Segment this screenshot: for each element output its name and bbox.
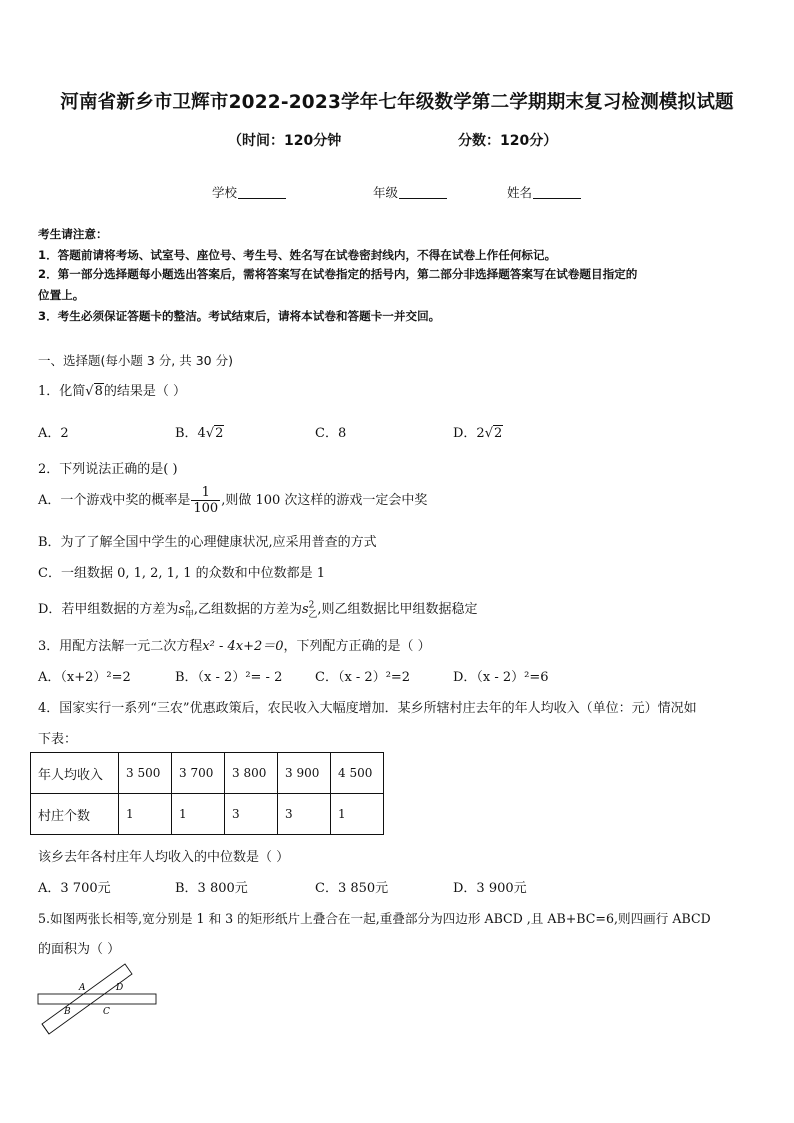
table-row xyxy=(31,753,384,794)
fraction-1-100: $\frac{1}{100}$ xyxy=(193,485,219,516)
exam-score: 分数：120分） xyxy=(458,133,558,149)
q4-question: 该乡去年各村庄年人均收入的中位数是（ ） xyxy=(38,850,290,865)
q2-option-d[interactable]: D．若甲组数据的方差为$s^2_甲$,乙组数据的方差为$s^2_乙$,则乙组数据比甲组数据稳定 xyxy=(38,600,478,620)
notice-item-1: 1．答题前请将考场、试室号、座位号、考生号、姓名写在试卷密封线内，不得在试卷上作任何标记。 xyxy=(38,248,557,262)
q2-option-c[interactable]: C．一组数据 0, 1, 2, 1, 1 的众数和中位数都是 1 xyxy=(38,566,326,581)
notice-item-2: 2．第一部分选择题每小题选出答案后，需将答案写在试卷指定的括号内，第二部分非选择题答案写在试卷题目指定的 xyxy=(38,267,638,281)
q3-stem: 3．用配方法解一元二次方程x² - 4x+2＝0，下列配方正确的是（ ） xyxy=(38,639,431,654)
overlapping-rectangles-figure xyxy=(34,960,164,1042)
q4-option-a[interactable]: A．3 700元 xyxy=(38,881,111,896)
school-field[interactable] xyxy=(212,183,286,201)
table-cell: 3 700 xyxy=(172,753,225,794)
table-cell: 3 xyxy=(278,794,331,835)
q3-option-b[interactable]: B．（x - 2）²= - 2 xyxy=(175,670,283,685)
q4-option-c[interactable]: C．3 850元 xyxy=(315,881,389,896)
notice-heading: 考生请注意： xyxy=(38,227,108,241)
table-cell: 1 xyxy=(172,794,225,835)
q4-option-b[interactable]: B．3 800元 xyxy=(175,881,248,896)
section-title: 一、选择题(每小题 3 分, 共 30 分) xyxy=(38,353,233,368)
q1-stem: 1．化简√8的结果是（ ） xyxy=(38,384,186,399)
grade-field[interactable] xyxy=(373,183,447,201)
label-d: D xyxy=(116,983,124,993)
table-cell: 1 xyxy=(331,794,384,835)
q1-option-d[interactable]: D．2√2 xyxy=(453,426,503,441)
table-cell: 3 900 xyxy=(278,753,331,794)
label-b: B xyxy=(64,1007,71,1017)
q4-stem-line1: 4．国家实行一系列“三农”优惠政策后，农民收入大幅度增加．某乡所辖村庄去年的年人均收入（单位：元）情况如 xyxy=(38,701,697,716)
table-cell: 4 500 xyxy=(331,753,384,794)
table-row xyxy=(31,794,384,835)
grade-blank[interactable] xyxy=(399,186,447,199)
q5-stem-line1: 5.如图两张长相等,宽分别是 1 和 3 的矩形纸片上叠合在一起,重叠部分为四边形 ABCD ,且 AB+BC=6,则四画行 ABCD xyxy=(38,911,711,926)
q3-option-a[interactable]: A．（x+2）²=2 xyxy=(38,670,131,685)
q1-option-b[interactable]: B．4√2 xyxy=(175,426,224,441)
q4-stem-line2: 下表： xyxy=(38,732,78,747)
label-a: A xyxy=(79,983,86,993)
q2-option-b[interactable]: B．为了了解全国中学生的心理健康状况,应采用普查的方式 xyxy=(38,535,377,550)
table-header-villages: 村庄个数 xyxy=(31,794,119,835)
name-blank[interactable] xyxy=(533,186,581,199)
school-label: 学校 xyxy=(212,185,238,200)
notice-item-3: 3．考生必须保证答题卡的整洁。考试结束后，请将本试卷和答题卡一并交回。 xyxy=(38,309,441,323)
grade-label: 年级 xyxy=(373,185,399,200)
q2-stem: 2．下列说法正确的是( ) xyxy=(38,462,178,477)
name-label: 姓名 xyxy=(507,185,533,200)
table-header-income: 年人均收入 xyxy=(31,753,119,794)
income-table xyxy=(30,752,384,835)
q5-stem-line2: 的面积为（ ） xyxy=(38,942,121,957)
q1-option-c[interactable]: C．8 xyxy=(315,426,347,441)
q2-option-a[interactable]: A．一个游戏中奖的概率是 $\frac{1}{100}$ ,则做 100 次这样的游戏一定会中奖 xyxy=(38,485,428,516)
q3-option-d[interactable]: D．（x - 2）²=6 xyxy=(453,670,549,685)
notice-item-2-cont: 位置上。 xyxy=(38,288,85,302)
table-cell: 3 xyxy=(225,794,278,835)
exam-time: （时间：120分钟 xyxy=(228,133,342,149)
sqrt-8: √8 xyxy=(85,384,103,399)
table-cell: 3 500 xyxy=(119,753,172,794)
table-cell: 3 800 xyxy=(225,753,278,794)
label-c: C xyxy=(103,1007,110,1017)
table-cell: 1 xyxy=(119,794,172,835)
school-blank[interactable] xyxy=(238,186,286,199)
slanted-strip-end xyxy=(42,1024,49,1034)
q1-option-a[interactable]: A．2 xyxy=(38,426,69,441)
q4-option-d[interactable]: D．3 900元 xyxy=(453,881,527,896)
slanted-strip xyxy=(42,964,132,1034)
page-title: 河南省新乡市卫辉市2022-2023学年七年级数学第二学期期末复习检测模拟试题 xyxy=(60,92,734,113)
q3-option-c[interactable]: C．（x - 2）²=2 xyxy=(315,670,411,685)
name-field[interactable] xyxy=(507,183,581,201)
